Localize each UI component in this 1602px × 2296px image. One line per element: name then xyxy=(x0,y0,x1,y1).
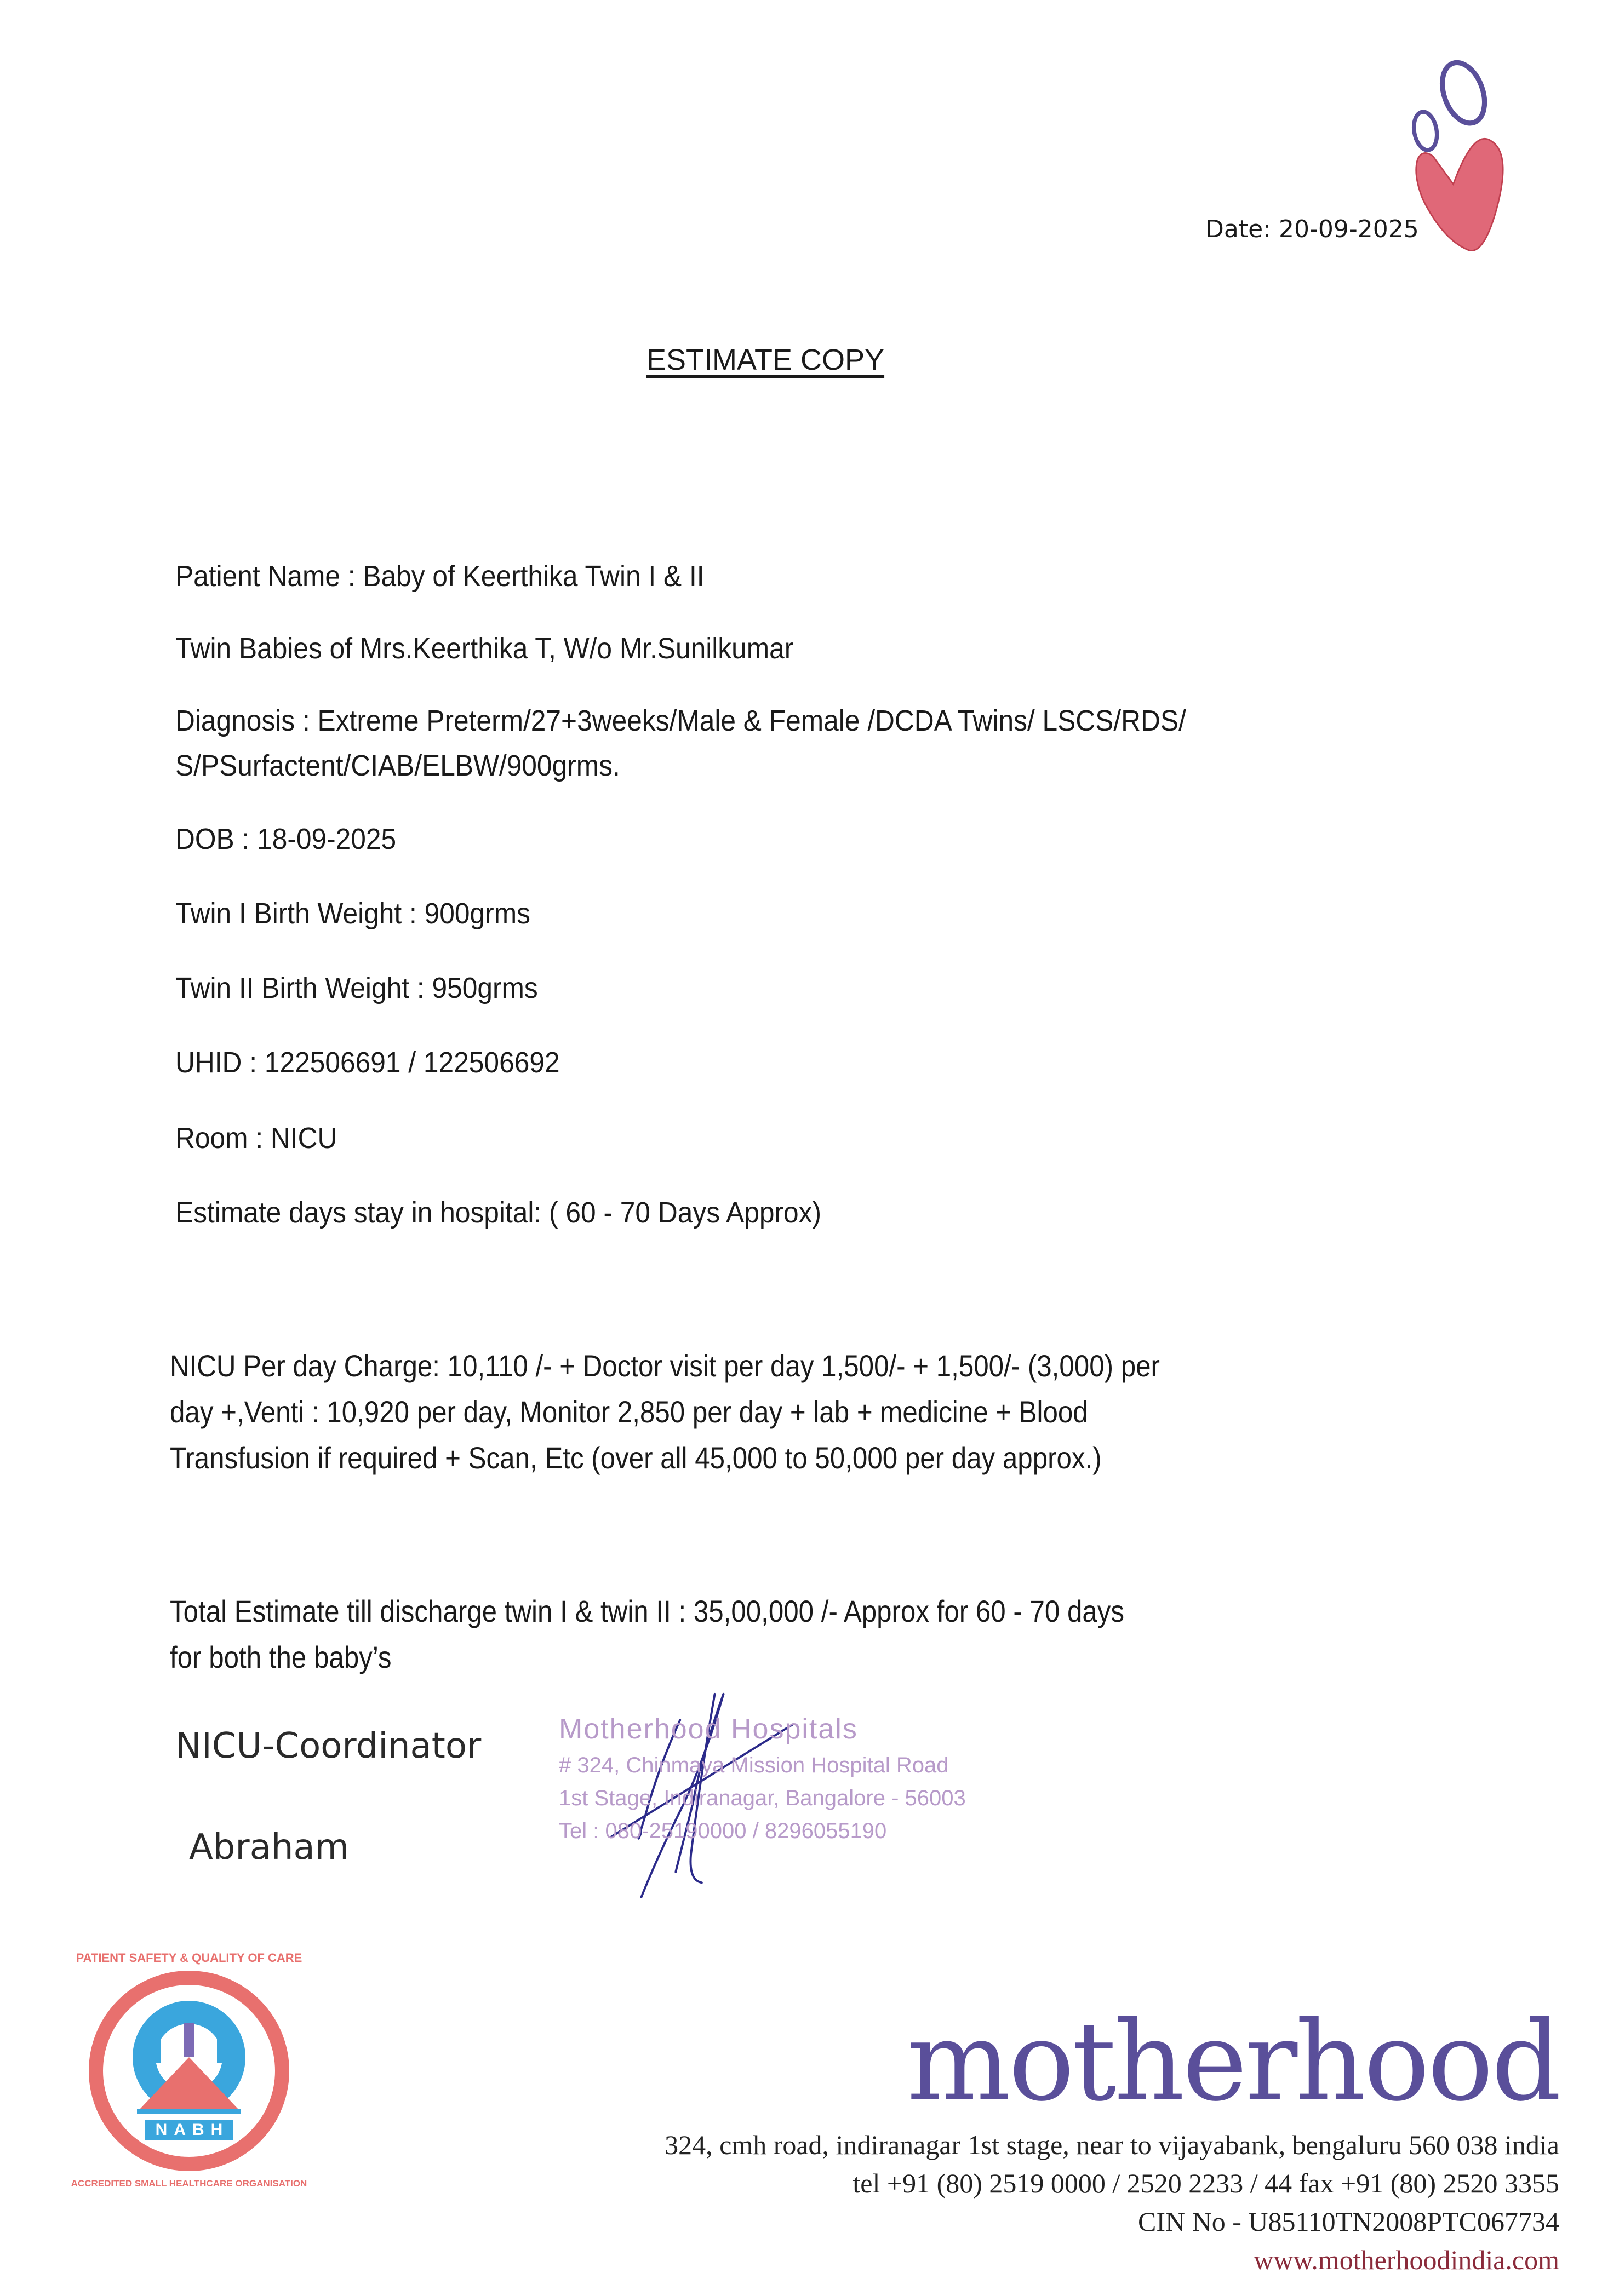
document-date xyxy=(1205,215,1419,244)
room: Room : NICU xyxy=(175,1122,337,1155)
footer-address: 324, cmh road, indiranagar 1st stage, near to vijayabank, bengaluru 560 038 india xyxy=(665,2129,1559,2160)
charges-line-3: Transfusion if required + Scan, Etc (over all 45,000 to 50,000 per day approx.) xyxy=(170,1440,1102,1475)
date-label: Date: xyxy=(1205,215,1271,243)
signatory-name: Abraham xyxy=(189,1827,350,1868)
total-estimate-line-1: Total Estimate till discharge twin I & twin II : 35,00,000 /- Approx for 60 - 70 days xyxy=(170,1594,1125,1628)
nabh-accreditation-badge xyxy=(60,1950,318,2191)
nabh-accreditation-badge-icon xyxy=(60,1970,318,2172)
brand-wordmark: motherhood xyxy=(907,1998,1559,2126)
diagnosis-line-2: S/PSurfactent/CIAB/ELBW/900grms. xyxy=(175,749,620,782)
twin-1-birth-weight: Twin I Birth Weight : 900grms xyxy=(175,897,530,930)
parents-info: Twin Babies of Mrs.Keerthika T, W/o Mr.Sunilkumar xyxy=(175,632,794,665)
diagnosis-line-1: Diagnosis : Extreme Preterm/27+3weeks/Male & Female /DCDA Twins/ LSCS/RDS/ xyxy=(175,704,1186,737)
charges-block xyxy=(170,1348,1423,1486)
estimated-stay: Estimate days stay in hospital: ( 60 - 70 Days Approx) xyxy=(175,1196,822,1229)
document-title: ESTIMATE COPY xyxy=(646,343,885,376)
footer-website-link[interactable]: www.motherhoodindia.com xyxy=(1254,2245,1559,2275)
charges-line-2: day +,Venti : 10,920 per day, Monitor 2,850 per day + lab + medicine + Blood xyxy=(170,1394,1088,1429)
footer-phones: tel +91 (80) 2519 0000 / 2520 2233 / 44 fax +91 (80) 2520 3355 xyxy=(853,2168,1559,2199)
nabh-top-text: PATIENT SAFETY & QUALITY OF CARE xyxy=(76,1951,302,1965)
nabh-bottom-text: ACCREDITED SMALL HEALTHCARE ORGANISATION xyxy=(71,2178,307,2189)
signatory-role: NICU-Coordinator xyxy=(175,1726,482,1766)
footer-cin: CIN No - U85110TN2008PTC067734 xyxy=(1138,2206,1559,2237)
patient-name: Patient Name : Baby of Keerthika Twin I & II xyxy=(175,560,705,593)
stamp-line-3: 1st Stage, Indiranagar, Bangalore - 56003 xyxy=(559,1786,966,1810)
motherhood-logo-icon xyxy=(1403,55,1540,263)
date-of-birth: DOB : 18-09-2025 xyxy=(175,823,397,856)
hospital-stamp xyxy=(559,1714,966,1849)
stamp-line-2: # 324, Chinmaya Mission Hospital Road xyxy=(559,1753,949,1777)
nabh-label: NABH xyxy=(145,2120,234,2140)
charges-line-1: NICU Per day Charge: 10,110 /- + Doctor visit per day 1,500/- + 1,500/- (3,000) per xyxy=(170,1348,1160,1383)
total-estimate-line-2: for both the baby’s xyxy=(170,1640,392,1674)
date-value: 20-09-2025 xyxy=(1279,215,1419,243)
total-estimate-block xyxy=(170,1594,1423,1686)
uhid: UHID : 122506691 / 122506692 xyxy=(175,1046,560,1079)
twin-2-birth-weight: Twin II Birth Weight : 950grms xyxy=(175,972,538,1005)
stamp-line-4: Tel : 080-25190000 / 8296055190 xyxy=(559,1819,887,1843)
stamp-line-1: Motherhood Hospitals xyxy=(559,1713,858,1745)
